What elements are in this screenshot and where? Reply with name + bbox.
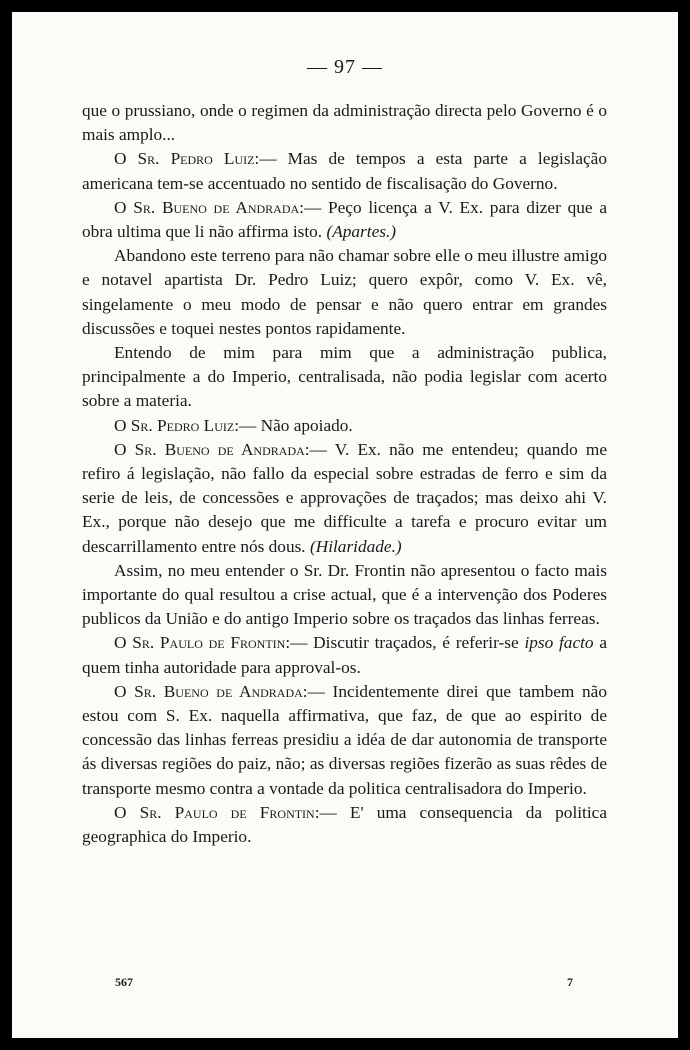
paragraph-1	[82, 99, 607, 147]
paragraph-text: Assim, no meu entender o Sr. Dr. Frontin não apresentou o facto mais importante do qual resultou a crise actual, que é a intervenção dos Poderes publicos da União e do antigo Imperio sobre os traçados das linhas ferreas.	[82, 560, 607, 629]
italic-phrase: ipso facto	[524, 633, 594, 653]
stage-note: (Hilaridade.)	[309, 536, 402, 556]
paragraph-text: — E' uma consequencia da politica geographica do Imperio.	[82, 802, 607, 847]
paragraph-9	[82, 631, 607, 679]
footer-left-mark: 567	[115, 975, 133, 989]
paragraph-text: que o prussiano, onde o regimen da administração directa pelo Governo é o mais amplo...	[82, 101, 607, 145]
body-text	[82, 99, 607, 849]
document-page	[12, 12, 678, 1038]
paragraph-2	[82, 147, 607, 195]
stage-note: (Apartes.)	[326, 222, 397, 242]
paragraph-text: — Mas de tempos a esta parte a legislação americana tem-se accentuado no sentido de fiscalisação do Governo.	[82, 149, 607, 193]
paragraph-11	[82, 801, 607, 849]
speaker-name: O Sr. Pedro Luiz:	[114, 415, 240, 435]
paragraph-text: — V. Ex. não me entendeu; quando me refiro á legislação, não fallo da especial sobre estradas de ferro e sim da serie de leis, de concessões e approvações de traçados; mas deixo ahi V. Ex., porque não desejo que me difficulte a tarefa e procuro evitar um descarrillamento entre nós dous.	[82, 439, 607, 556]
paragraph-3	[82, 196, 607, 244]
paragraph-8	[82, 559, 607, 632]
footer-right-mark: 7	[567, 975, 573, 989]
paragraph-10	[82, 680, 607, 801]
paragraph-text: Abandono este terreno para não chamar sobre elle o meu illustre amigo e notavel apartista Dr. Pedro Luiz; quero expôr, como V. Ex. vê, singelamente o meu modo de pensar e não quero entrar em grandes discussões e toquei nestes pontos rapidamente.	[82, 246, 607, 338]
paragraph-text: Entendo de mim para mim que a administração publica, principalmente a do Imperio, centralisada, não podia legislar com acerto sobre a materia.	[82, 343, 607, 411]
paragraph-6	[82, 414, 607, 438]
speaker-name: O Sr. Bueno de Andrada:	[114, 197, 304, 217]
paragraph-4	[82, 244, 607, 341]
speaker-name: O Sr. Bueno de Andrada:	[114, 439, 310, 459]
paragraph-5	[82, 341, 607, 414]
paragraph-text: — Discutir traçados, é referir-se	[290, 633, 519, 653]
page-number: — 97 —	[307, 56, 383, 78]
speaker-name: O Sr. Paulo de Frontin:	[114, 633, 291, 653]
speaker-name: O Sr. Pedro Luiz:	[114, 149, 260, 169]
paragraph-text: — Incidentemente direi que tambem não estou com S. Ex. naquella affirmativa, que faz, de que ao espirito de concessão das linhas ferreas presidiu a idéa de dar autonomia de transporte ás diversas regiões do paiz, não; as diversas regiões fizerão as suas rêdes de transporte mesmo contra a vontade da politica centralisadora do Imperio.	[82, 681, 607, 798]
paragraph-text: — Peço licença a V. Ex. para dizer que a obra ultima que li não affirma isto.	[82, 197, 607, 242]
paragraph-text: — Não apoiado.	[239, 415, 353, 435]
paragraph-text: a quem tinha autoridade para approval-os.	[82, 633, 607, 677]
paragraph-7	[82, 438, 607, 559]
speaker-name: O Sr. Bueno de Andrada:	[114, 681, 308, 701]
page-footer	[115, 975, 573, 990]
speaker-name: O Sr. Paulo de Frontin:	[114, 802, 320, 822]
